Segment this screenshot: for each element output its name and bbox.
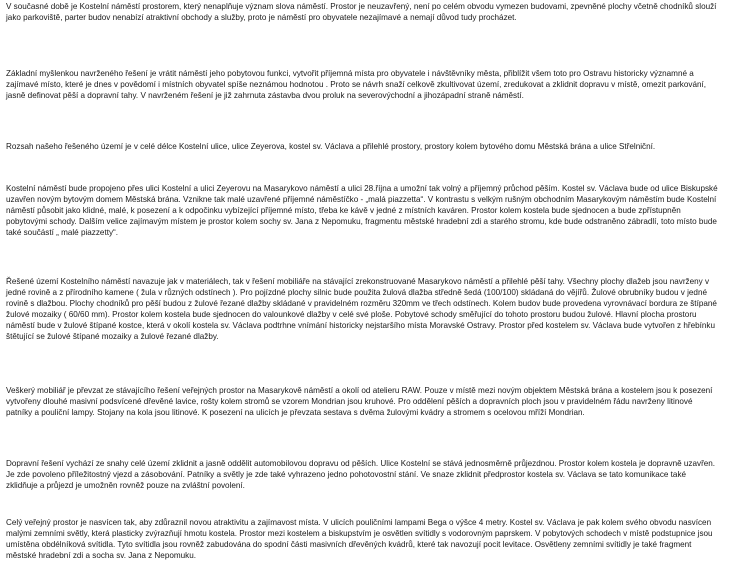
paragraph-lighting: Celý veřejný prostor je nasvícen tak, aby zdůraznil novou atraktivitu a zajímavost místa. V ulicích pouličními lampami Bega o výšce 4 metry. Kostel sv. Václava je pak kolem svého obvodu nasvícen malými zemními světly, která plasticky zvýrazňují hmotu kostela. Prostor mezi kostelem a biskupstvím je osvětlen svítidly s vodorovným paprskem. V pobytových schodech v místě podstupnice jsou umístěna obdélníková svítidla. Tyto svítidla jsou rovněž zabudována do spodní části masivních dřevěných kvádrů, které tak navozují pocit levitace. Osvětleny zemními svítidly je také fragment městské hradební zdi a socha sv. Jana z Nepomuku. [6, 518, 713, 560]
paragraph-current-state: V současné době je Kostelní náměstí prostorem, který nenaplňuje význam slova náměstí. Prostor je neuzavřený, není po celém obvodu vymezen budovami, zpevněné plochy včetně chodníků slouží jako parkoviště, parter budov nenabízí atraktivní obchody a služby, proto je náměstí pro obyvatele nezajímavé a nemají důvod tudy procházet. [6, 2, 717, 22]
paragraph-traffic: Dopravní řešení vychází ze snahy celé území zklidnit a jasně oddělit automobilovou dopravu od pěších. Ulice Kostelní se stává jednosměrně průjezdnou. Prostor kolem kostela je dopravně uzavřen. Je zde povoleno příležitostný vjezd a zásobování. Patníky a světly je zde také vyhrazeno jedno pohotovostní stání. Ve snaze zklidnit předprostor kostela sv. Václava se tato komunikace také zklidňuje a průjezd je umožněn rovněž pouze na zvláštní povolení. [6, 459, 716, 490]
paragraph-connections: Kostelní náměstí bude propojeno přes ulici Kostelní a ulici Zeyerovu na Masarykovo náměstí a ulici 28.října a umožní tak volný a příjemný průchod pěším. Kostel sv. Václava bude od ulice Biskupské uzavřen novým bytovým domem Městská brána. Vznikne tak malé uzavřené příjemné náměstíčko - „malá piazzetta“. V kontrastu s velkým rušným obchodním Masarykovým náměstím bude Kostelní náměstí působit jako klidné, malé, k posezení a k odpočinku vybízející příjemné místo, třeba ke kávě v jedné z místních kaváren. Prostor kolem kostela bude sjednocen a bude zpřístupněn pobytovými schody. Dalším velice zajímavým místem je prostor kolem sochy sv. Jana z Nepomuku, fragmentu městské hradební zdi a starého stromu, kde bude odstraněno zábradlí, toto místo bude také součástí „ malé piazzetty“. [6, 184, 718, 237]
paragraph-furniture: Veškerý mobiliář je převzat ze stávajícího řešení veřejných prostor na Masarykově náměstí a okolí od atelieru RAW. Pouze v místě mezi novým objektem Městská brána a kostelem jsou k posezení vytvořeny dlouhé masivní podsvícené dřevěné lavice, rošty kolem stromů se vzorem Mondrian jsou kruhové. Pro oddělení pěších a dopravních ploch jsou v pravidelném řádu navrženy litinové patníky a pouliční lampy. Stojany na kola jsou litinové. K posezení na ulicích je převzata sestava s dvěma žulovými kvádry a stromem s ocelovou mříží Mondrian. [6, 386, 713, 417]
paragraph-main-idea: Základní myšlenkou navrženého řešení je vrátit náměstí jeho pobytovou funkci, vytvořit příjemná místa pro obyvatele i návštěvníky města, přiblížit všem toto pro Ostravu historicky významné a zajímavé místo, které je dnes v povědomí i místních obyvatel spíše neznámou hodnotou . Proto se návrh snaží celkově zkultivovat území, zredukovat a zklidnit dopravu v místě, omezit parkování, jasně definovat pěší a dopravní tahy. V navrženém řešení je již zahrnuta zástavba dvou proluk na severovýchodní a jihozápadní straně náměstí. [6, 69, 706, 100]
paragraph-area-scope: Rozsah našeho řešeného území je v celé délce Kostelní ulice, ulice Zeyerova, kostel sv. Václava a přilehlé prostory, prostory kolem bytového domu Městská brána a ulice Střelniční. [6, 142, 656, 151]
paragraph-materials: Řešené území Kostelního náměstí navazuje jak v materiálech, tak v řešení mobiliáře na stávající zrekonstruované Masarykovo náměstí a přilehlé pěší tahy. Všechny plochy dlažeb jsou navrženy v jedné rovině a z přírodního kamene ( žula v různých odstínech ). Pro pojízdné plochy silnic bude použita žulová dlažba středně šedá (100/100) skládaná do vějířů. Žulové obrubníky budou v jedné rovině s dlažbou. Plochy chodníků pro pěší budou z žulové řezané dlažby skládané v pravidelném rozměru 320mm ve třech odstínech. Kolem budov bude provedena vyrovnávací bordura ze štípané žulové mozaiky ( 60/60 mm). Prostor kolem kostela bude sjednocen do valounkové dlažby v celé své ploše. Pobytové schody směřující do tohoto prostoru budou žulové. Hlavní plocha prostoru náměstí bude v žulové štípané kostce, která v okolí kostela sv. Václava podtrhne vnímání historicky nejstaršího místa Moravské Ostravy. Prostor před kostelem sv. Václava bude vytvořen z hřebínku štětující se žulové štípané mozaiky a žulové řezané dlažby. [6, 277, 717, 341]
